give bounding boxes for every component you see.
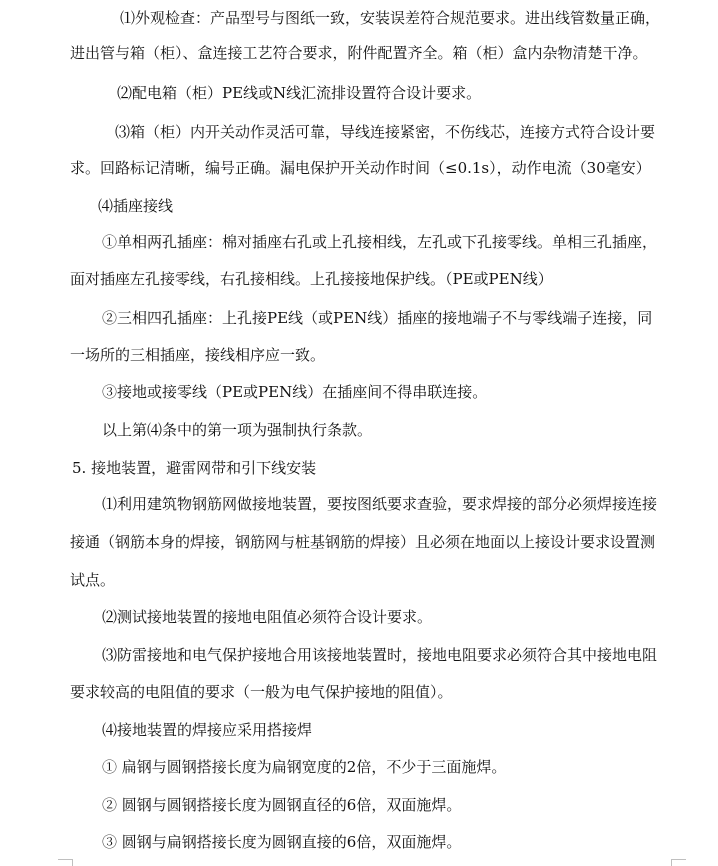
text-line: ⑴利用建筑物钢筋网做接地装置，要按图纸要求查验，要求焊接的部分必须焊接连接 [102,495,658,513]
text-line: ①单相两孔插座：棉对插座右孔或上孔接相线，左孔或下孔接零线。单相三孔插座， [102,233,658,251]
text-line: 要求较高的电阻值的要求（一般为电气保护接地的阻值）。 [70,683,453,701]
text-line: 以上第⑷条中的第一项为强制执行条款。 [102,421,373,439]
text-line: ⑶箱（柜）内开关动作灵活可靠，导线连接紧密，不伤线芯，连接方式符合设计要 [115,123,656,141]
text-line: ② 圆钢与圆钢搭接长度为圆钢直径的6倍，双面施焊。 [102,796,462,814]
text-line: 试点。 [70,571,116,589]
text-line: 一场所的三相插座，接线相序应一致。 [70,346,326,364]
text-line: ③ 圆钢与扁钢搭接长度为圆钢直接的6倍，双面施焊。 [102,833,462,851]
text-line: 进出管与箱（柜）、盒连接工艺符合要求，附件配置齐全。箱（柜）盒内杂物清楚干净。 [70,44,648,62]
text-line: ⑵配电箱（柜）PE线或N线汇流排设置符合设计要求。 [117,84,482,102]
text-line: ① 扁钢与圆钢搭接长度为扁钢宽度的2倍，不少于三面施焊。 [102,758,507,776]
text-line: ⑴外观检查：产品型号与图纸一致，安装误差符合规范要求。进出线管数量正确， [120,9,661,27]
text-line: ③接地或接零线（PE或PEN线）在插座间不得串联连接。 [102,383,488,401]
text-line: 求。回路标记清晰，编号正确。漏电保护开关动作时间（≤0.1s），动作电流（30毫安） [70,159,651,177]
text-line: 接通（钢筋本身的焊接，钢筋网与桩基钢筋的焊接）且必须在地面以上接设计要求设置测 [70,533,656,551]
section-heading: ⑷接地装置的焊接应采用搭接焊 [102,721,313,739]
page-corner-mark [671,859,686,866]
text-line: ②三相四孔插座：上孔接PE线（或PEN线）插座的接地端子不与零线端子连接，同 [102,309,653,327]
text-line: ⑵测试接地装置的接地电阻值必须符合设计要求。 [102,608,433,626]
section-heading: 5. 接地装置，避雷网带和引下线安装 [72,459,317,477]
section-heading: ⑷插座接线 [98,197,174,215]
text-line: ⑶防雷接地和电气保护接地合用该接地装置时，接地电阻要求必须符合其中接地电阻 [102,646,658,664]
page-corner-mark [58,859,73,866]
text-line: 面对插座左孔接零线，右孔接相线。上孔接接地保护线。（PE或PEN线） [70,270,553,288]
